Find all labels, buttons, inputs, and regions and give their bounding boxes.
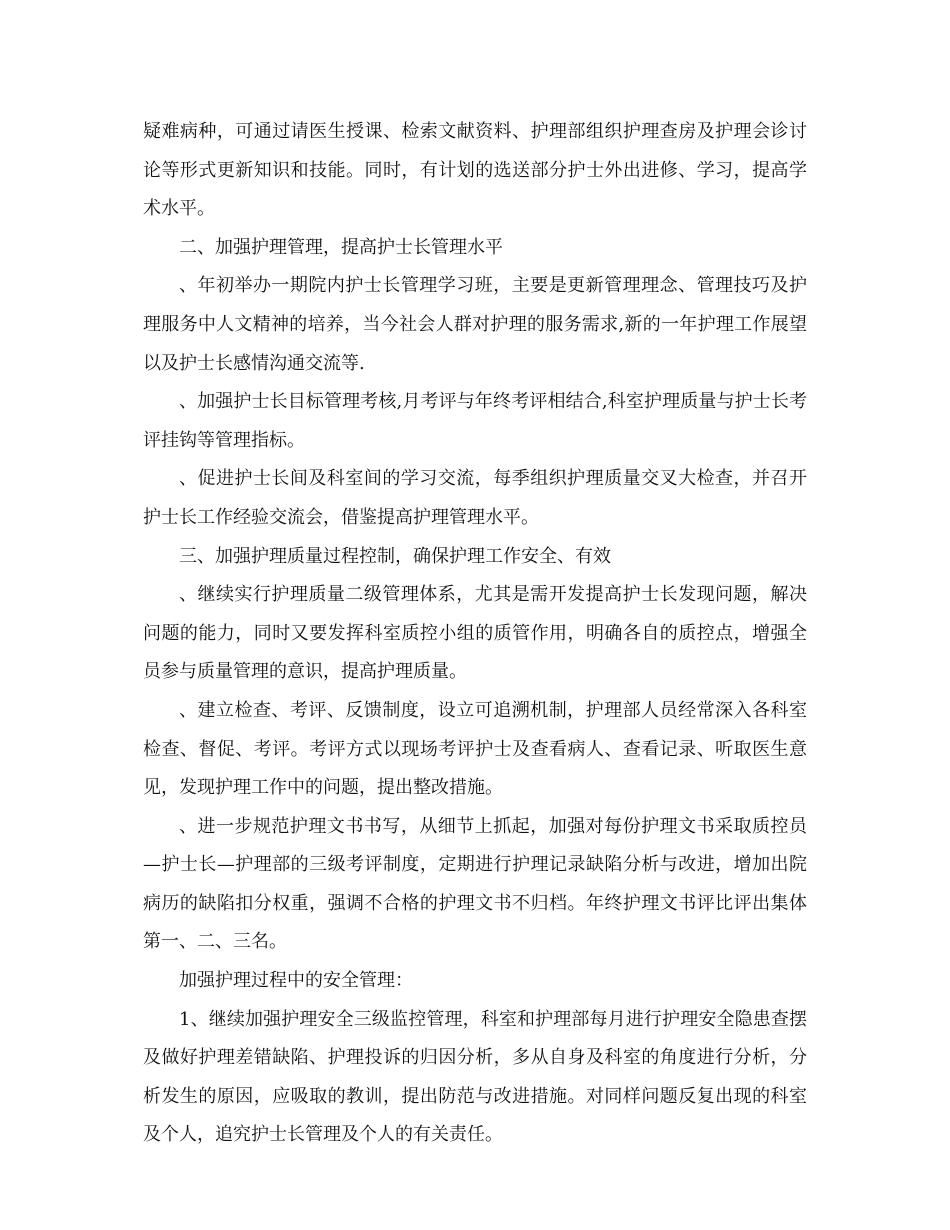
section-heading-2: 二、加强护理管理，提高护士长管理水平 [179,236,503,258]
paragraph-9: 、进一步规范护理文书书写，从细节上抓起，加强对每份护理文书采取质控员—护士长—护理部的三级考评制度，定期进行护理记录缺陷分析与改进，增加出院病历的缺陷扣分权重，强调不合格的护理文书不归档。年终护理文书评比评出集体第一、二、三名。 [143,815,807,953]
paragraph-4: 、加强护士长目标管理考核,月考评与年终考评相结合,科室护理质量与护士长考评挂钩等管理指标。 [143,391,807,451]
paragraph-5: 、促进护士长间及科室间的学习交流，每季组织护理质量交叉大检查，并召开护士长工作经验交流会，借鉴提高护理管理水平。 [143,468,807,528]
paragraph-7: 、继续实行护理质量二级管理体系，尤其是需开发提高护士长发现问题，解决问题的能力，同时又要发挥科室质控小组的质管作用，明确各自的质控点，增强全员参与质量管理的意识，提高护理质量。 [143,584,807,683]
paragraph-3: 、年初举办一期院内护士长管理学习班，主要是更新管理理念、管理技巧及护理服务中人文精神的培养，当今社会人群对护理的服务需求,新的一年护理工作展望以及护士长感情沟通交流等. [143,275,807,374]
paragraph-11: 1、继续加强护理安全三级监控管理，科室和护理部每月进行护理安全隐患查摆及做好护理差错缺陷、护理投诉的归因分析，多从自身及科室的角度进行分析，分析发生的原因，应吸取的教训，提出防范与改进措施。对同样问题反复出现的科室及个人，追究护士长管理及个人的有关责任。 [143,1008,807,1146]
paragraph-1: 疑难病种，可通过请医生授课、检索文献资料、护理部组织护理查房及护理会诊讨论等形式更新知识和技能。同时，有计划的选送部分护士外出进修、学习，提高学术水平。 [143,121,807,220]
section-heading-3: 三、加强护理质量过程控制，确保护理工作安全、有效 [179,545,611,567]
safety-heading: 加强护理过程中的安全管理： [179,970,413,992]
paragraph-8: 、建立检查、考评、反馈制度，设立可追溯机制，护理部人员经常深入各科室检查、督促、考评。考评方式以现场考评护士及查看病人、查看记录、听取医生意见，发现护理工作中的问题，提出整改措施。 [143,699,807,799]
document-body [143,113,807,1155]
